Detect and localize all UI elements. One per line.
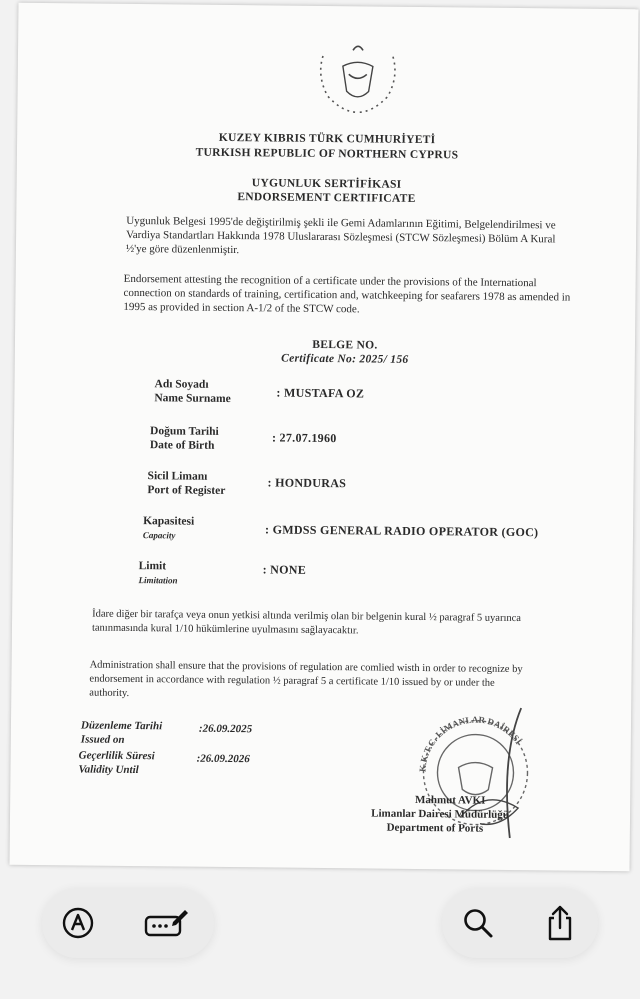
signatory-office-en: Department of Ports [386, 821, 484, 835]
field-name-label: Adı Soyadı Name Surname [154, 378, 231, 406]
search-button[interactable] [458, 903, 498, 943]
form-fill-button[interactable] [142, 903, 192, 943]
signatory-name: Mahmut AVKI [414, 793, 486, 807]
field-capacity-label: Kapasitesi Capacity [142, 515, 195, 541]
keyboard-edit-icon [143, 906, 191, 940]
issued-on-label: Düzenleme Tarihi Issued on [80, 719, 163, 746]
share-icon [543, 904, 577, 942]
search-icon [461, 906, 495, 940]
validity-value: :26.09.2026 [196, 752, 250, 766]
intro-paragraph-en: Endorsement attesting the recognition of a certificate under the provisions of the International connection on standards of training, certification and, watchkeeping for seafarers 1978 as amended in 1995 as provided in section A-1/2 of the STCW code. [123, 272, 571, 316]
issued-on-value: :26.09.2025 [198, 722, 253, 736]
field-port-label: Sicil Limanı Port of Register [147, 470, 226, 497]
certificate-title-en: ENDORSEMENT CERTIFICATE [237, 191, 416, 205]
intro-paragraph-tr: Uygunluk Belgesi 1995'de değiştirilmiş şekli ile Gemi Adamlarının Eğitimi, Belgelendirilmesi ve Vardiya Standartları Hakkında 1978 Uluslararası Sözleşmesi (STCW Sözleşmesi) Bölüm A Kural ½'ye göre düzenlenmiştir. [125, 214, 556, 257]
field-dob-value: : 27.07.1960 [271, 430, 337, 446]
coat-of-arms-emblem [302, 36, 413, 117]
country-name-en: TURKISH REPUBLIC OF NORTHERN CYPRUS [195, 146, 459, 162]
field-limit-label: Limit Limitation [138, 560, 178, 586]
belge-no-label: BELGE NO. [312, 338, 378, 352]
note-paragraph-tr: İdare diğer bir tarafça veya onun yetkisi altında verilmiş olan bir belgenin kural ½ paragraf 5 uyarınca tanınmasında kural 1/10 hükümlerine uyulmasını sağlayacaktır. [91, 608, 522, 637]
stamp-text: K.K.T.C. LİMANLAR DAİRESİ [417, 714, 524, 773]
field-capacity-value: : GMDSS GENERAL RADIO OPERATOR (GOC) [264, 522, 539, 540]
share-button[interactable] [540, 903, 580, 943]
certificate-number: Certificate No: 2025/ 156 [281, 352, 409, 366]
markup-button[interactable] [58, 903, 98, 943]
certificate-title-tr: UYGUNLUK SERTİFİKASI [251, 177, 402, 191]
note-paragraph-en: Administration shall ensure that the provisions of regulation are comlied wisth in order to recognize by endorsement in accordance with regulation ½ paragraf 5 a certificate 1/10 issued by or under the authority. [89, 659, 523, 699]
field-dob-label: Doğum Tarihi Date of Birth [149, 425, 219, 452]
signatory-office-tr: Limanlar Dairesi Müdürlüğü [371, 807, 509, 821]
country-name-tr: KUZEY KIBRIS TÜRK CUMHURİYETİ [218, 131, 436, 147]
field-port-value: : HONDURAS [267, 475, 347, 491]
markup-icon [61, 906, 95, 940]
field-limit-value: : NONE [262, 562, 307, 577]
right-toolbar [442, 888, 598, 958]
validity-label: Geçerlilik Süresi Validity Until [78, 749, 155, 777]
certificate-page [10, 3, 639, 871]
field-name-value: : MUSTAFA OZ [276, 385, 365, 401]
left-toolbar [42, 888, 214, 958]
